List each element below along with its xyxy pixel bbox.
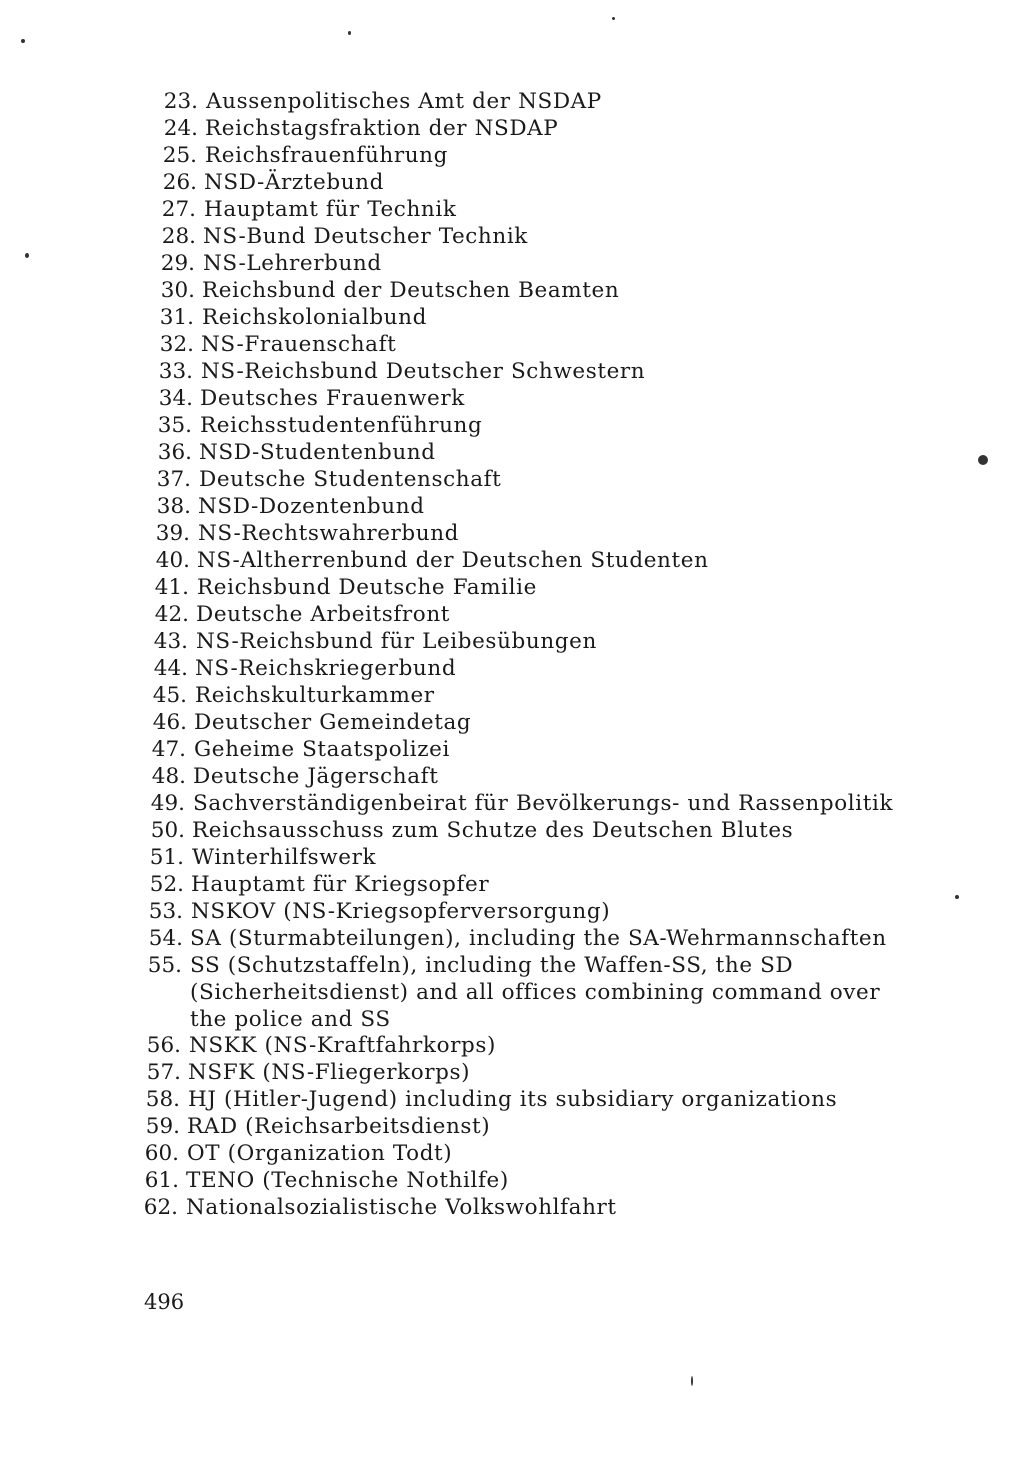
item-number: 26. xyxy=(162,170,197,195)
list-item xyxy=(0,142,1024,169)
item-text: Reichsausschuss zum Schutze des Deutschen Blutes xyxy=(192,818,794,843)
list-item xyxy=(0,115,1024,142)
list-item xyxy=(0,925,1024,952)
item-text: NSKOV (NS-Kriegsopferversorgung) xyxy=(191,899,611,924)
list-item xyxy=(0,1140,1024,1167)
list-item xyxy=(0,709,1024,736)
item-text: RAD (Reichsarbeitsdienst) xyxy=(187,1114,491,1139)
item-text: Deutscher Gemeindetag xyxy=(194,710,472,735)
item-text: Deutsche Arbeitsfront xyxy=(196,602,451,627)
item-text: NS-Lehrerbund xyxy=(203,251,382,276)
list-item xyxy=(0,628,1024,655)
item-number: 58. xyxy=(145,1087,180,1112)
item-number: 57. xyxy=(146,1060,181,1085)
list-item xyxy=(0,871,1024,898)
list-item xyxy=(0,385,1024,412)
list-item xyxy=(0,898,1024,925)
item-number: 38. xyxy=(156,494,191,519)
item-text: SA (Sturmabteilungen), including the SA-Wehrmannschaften xyxy=(190,926,887,951)
item-text: Deutsche Studentenschaft xyxy=(199,467,502,492)
list-item xyxy=(0,250,1024,277)
list-item xyxy=(0,655,1024,682)
item-text: Reichsfrauenführung xyxy=(205,143,448,168)
list-item xyxy=(0,790,1024,817)
item-text: Deutsches Frauenwerk xyxy=(200,386,465,411)
list-item xyxy=(0,1086,1024,1113)
item-number: 56. xyxy=(146,1033,181,1058)
list-item xyxy=(0,547,1024,574)
list-item xyxy=(0,493,1024,520)
item-number: 30. xyxy=(160,278,195,303)
item-number: 51. xyxy=(149,845,184,870)
page-number: 496 xyxy=(144,1290,185,1314)
item-text: Hauptamt für Technik xyxy=(204,197,457,222)
item-text: Reichskolonialbund xyxy=(202,305,427,330)
scan-speck xyxy=(612,17,615,20)
item-text: NS-Altherrenbund der Deutschen Studenten xyxy=(197,548,709,573)
item-number: 25. xyxy=(162,143,197,168)
item-number: 41. xyxy=(154,575,189,600)
item-text: OT (Organization Todt) xyxy=(187,1141,453,1166)
item-text: NS-Reichsbund Deutscher Schwestern xyxy=(201,359,646,384)
item-text: NS-Reichskriegerbund xyxy=(195,656,457,681)
list-item xyxy=(0,601,1024,628)
scan-speck xyxy=(978,455,988,465)
item-text: Aussenpolitisches Amt der NSDAP xyxy=(206,89,602,114)
item-number: 61. xyxy=(144,1168,179,1193)
item-text: Sachverständigenbeirat für Bevölkerungs- und Rassenpolitik xyxy=(193,791,894,816)
organization-list xyxy=(0,88,1024,1221)
list-item xyxy=(0,466,1024,493)
list-item xyxy=(0,574,1024,601)
item-text: Hauptamt für Kriegsopfer xyxy=(191,872,490,897)
list-item xyxy=(0,88,1024,115)
item-text: Reichsbund Deutsche Familie xyxy=(197,575,537,600)
list-item xyxy=(0,1113,1024,1140)
item-text: NS-Reichsbund für Leibesübungen xyxy=(196,629,597,654)
item-number: 23. xyxy=(163,89,198,114)
item-text: NSD-Ärztebund xyxy=(204,170,384,195)
item-number: 47. xyxy=(151,737,186,762)
item-number: 50. xyxy=(150,818,185,843)
item-number: 48. xyxy=(151,764,186,789)
scan-speck xyxy=(21,39,25,43)
scan-speck xyxy=(691,1376,693,1386)
list-item xyxy=(0,1167,1024,1194)
item-number: 54. xyxy=(148,926,183,951)
item-text: Winterhilfswerk xyxy=(192,845,377,870)
scan-speck xyxy=(955,895,959,899)
item-text: Reichsbund der Deutschen Beamten xyxy=(202,278,620,303)
list-item xyxy=(0,196,1024,223)
item-number: 60. xyxy=(144,1141,179,1166)
item-text: NSKK (NS-Kraftfahrkorps) xyxy=(189,1033,496,1058)
item-number: 44. xyxy=(153,656,188,681)
item-text: NS-Bund Deutscher Technik xyxy=(203,224,528,249)
item-text: Reichsstudentenführung xyxy=(200,413,483,438)
list-item xyxy=(0,1032,1024,1059)
item-text: NS-Frauenschaft xyxy=(201,332,397,357)
item-number: 28. xyxy=(161,224,196,249)
item-number: 45. xyxy=(152,683,187,708)
item-text: HJ (Hitler-Jugend) including its subsidiary organizations xyxy=(188,1087,838,1112)
list-item xyxy=(0,1194,1024,1221)
item-number: 40. xyxy=(155,548,190,573)
item-text: TENO (Technische Nothilfe) xyxy=(186,1168,509,1193)
item-number: 59. xyxy=(145,1114,180,1139)
item-number: 62. xyxy=(143,1195,178,1220)
item-number: 35. xyxy=(157,413,192,438)
list-item xyxy=(0,1059,1024,1086)
item-text: NSD-Studentenbund xyxy=(199,440,436,465)
list-item xyxy=(0,169,1024,196)
list-item xyxy=(0,844,1024,871)
list-item xyxy=(0,223,1024,250)
item-number: 37. xyxy=(156,467,191,492)
item-number: 52. xyxy=(149,872,184,897)
item-text: Reichstagsfraktion der NSDAP xyxy=(205,116,559,141)
item-text: NSFK (NS-Fliegerkorps) xyxy=(188,1060,471,1085)
item-number: 46. xyxy=(152,710,187,735)
list-item xyxy=(0,736,1024,763)
scan-speck xyxy=(348,31,351,35)
list-item xyxy=(0,304,1024,331)
item-number: 24. xyxy=(163,116,198,141)
item-text: SS (Schutzstaffeln), including the Waffen-SS, the SD (Sicherheitsdienst) and all offices combining command over the police and SS xyxy=(190,953,881,1032)
item-text: NS-Rechtswahrerbund xyxy=(198,521,460,546)
list-item xyxy=(0,520,1024,547)
item-text: Geheime Staatspolizei xyxy=(194,737,450,762)
list-item xyxy=(0,952,1024,1032)
scan-speck xyxy=(25,253,29,258)
item-number: 53. xyxy=(148,899,183,924)
list-item xyxy=(0,763,1024,790)
item-number: 36. xyxy=(157,440,192,465)
item-text: Nationalsozialistische Volkswohlfahrt xyxy=(186,1195,617,1220)
item-text: Deutsche Jägerschaft xyxy=(193,764,439,789)
item-number: 31. xyxy=(159,305,194,330)
list-item xyxy=(0,682,1024,709)
item-number: 49. xyxy=(150,791,185,816)
item-number: 33. xyxy=(158,359,193,384)
item-number: 29. xyxy=(160,251,195,276)
list-item xyxy=(0,277,1024,304)
list-item xyxy=(0,439,1024,466)
item-text: Reichskulturkammer xyxy=(195,683,435,708)
item-text: NSD-Dozentenbund xyxy=(198,494,425,519)
item-number: 42. xyxy=(154,602,189,627)
item-number: 39. xyxy=(155,521,190,546)
list-item xyxy=(0,412,1024,439)
item-number: 32. xyxy=(159,332,194,357)
item-number: 34. xyxy=(158,386,193,411)
list-item xyxy=(0,331,1024,358)
list-item xyxy=(0,817,1024,844)
item-number: 55. xyxy=(147,953,182,978)
item-number: 43. xyxy=(153,629,188,654)
list-item xyxy=(0,358,1024,385)
item-number: 27. xyxy=(161,197,196,222)
